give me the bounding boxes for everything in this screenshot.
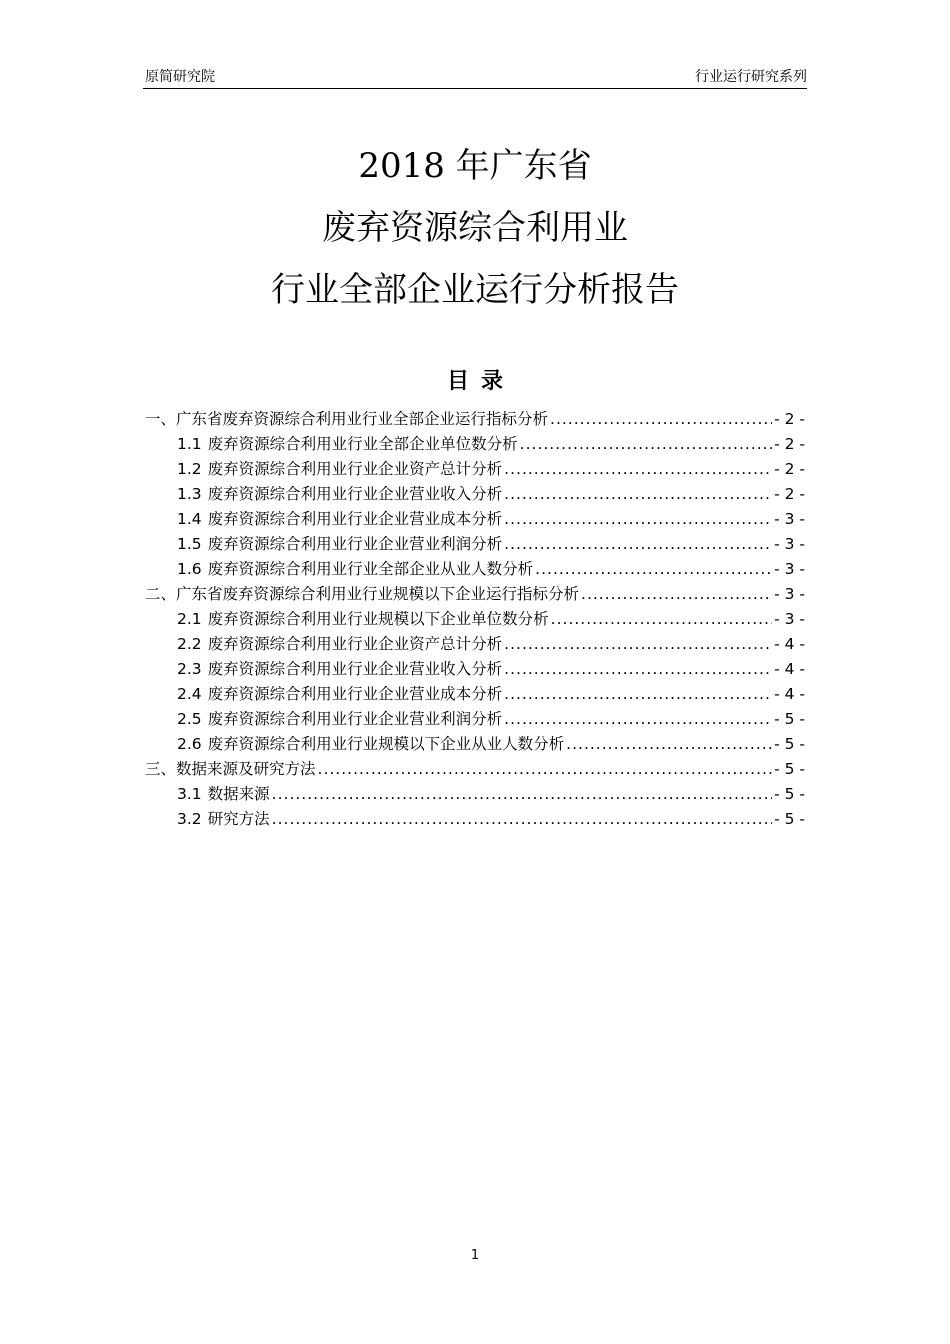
toc-entry-text: 废弃资源综合利用业行业企业营业利润分析 xyxy=(207,535,503,553)
toc-entry-text: 废弃资源综合利用业行业规模以下企业单位数分析 xyxy=(207,610,549,628)
toc-entry[interactable] xyxy=(145,482,805,507)
toc-entry-text: 一、广东省废弃资源综合利用业行业全部企业运行指标分析 xyxy=(145,410,549,428)
toc-leader-dots xyxy=(566,732,772,757)
title-line-3: 行业全部企业运行分析报告 xyxy=(271,270,679,310)
toc-entry-text: 废弃资源综合利用业行业企业营业收入分析 xyxy=(207,660,503,678)
toc-entry-text: 三、数据来源及研究方法 xyxy=(145,760,316,778)
toc-entry-page: - 5 - xyxy=(774,710,805,728)
toc-entry[interactable] xyxy=(145,807,805,832)
toc-entry-page: - 5 - xyxy=(774,760,805,778)
toc-entry-page: - 3 - xyxy=(774,610,805,628)
toc-entry-number: 2.3 xyxy=(177,660,202,678)
toc-entry[interactable] xyxy=(145,682,805,707)
toc-entry-number: 2.4 xyxy=(177,685,202,703)
toc-leader-dots xyxy=(504,682,772,707)
toc-heading: 目录 xyxy=(446,369,515,394)
toc-entry-page: - 2 - xyxy=(774,410,805,428)
toc-entry-text: 废弃资源综合利用业行业企业营业利润分析 xyxy=(207,710,503,728)
toc-leader-dots xyxy=(551,607,772,632)
toc-entry-page: - 2 - xyxy=(774,485,805,503)
toc-entry[interactable] xyxy=(145,607,805,632)
toc-leader-dots xyxy=(520,432,772,457)
toc-entry-page: - 2 - xyxy=(774,435,805,453)
toc-entry-text: 废弃资源综合利用业行业全部企业从业人数分析 xyxy=(207,560,534,578)
toc-entry-page: - 3 - xyxy=(774,560,805,578)
toc-entry-page: - 4 - xyxy=(774,660,805,678)
toc-entry[interactable] xyxy=(145,657,805,682)
toc-entry-number: 3.2 xyxy=(177,810,202,828)
toc-entry-page: - 5 - xyxy=(774,785,805,803)
toc-entry[interactable] xyxy=(145,732,805,757)
toc-leader-dots xyxy=(318,757,773,782)
toc-leader-dots xyxy=(504,457,772,482)
toc-entry-text: 废弃资源综合利用业行业企业营业收入分析 xyxy=(207,485,503,503)
toc-entry[interactable] xyxy=(145,582,805,607)
toc-entry-number: 2.6 xyxy=(177,735,202,753)
toc-leader-dots xyxy=(504,507,772,532)
toc-entry[interactable] xyxy=(145,707,805,732)
toc-entry-page: - 2 - xyxy=(774,460,805,478)
toc-entry[interactable] xyxy=(145,532,805,557)
toc-leader-dots xyxy=(535,557,772,582)
toc-leader-dots xyxy=(550,407,772,432)
title-line-1: 2018 年广东省 xyxy=(358,146,592,186)
toc-entry[interactable] xyxy=(145,557,805,582)
toc-entry[interactable] xyxy=(145,757,805,782)
toc-entry-number: 2.5 xyxy=(177,710,202,728)
toc-entry-text: 数据来源 xyxy=(207,785,270,803)
toc-entry-number: 2.1 xyxy=(177,610,202,628)
toc-leader-dots xyxy=(504,532,772,557)
toc-leader-dots xyxy=(581,582,772,607)
toc-leader-dots xyxy=(272,807,772,832)
header-divider xyxy=(143,88,807,89)
toc-leader-dots xyxy=(504,707,772,732)
page-number: 1 xyxy=(470,1248,480,1263)
table-of-contents xyxy=(145,407,805,832)
toc-entry-text: 研究方法 xyxy=(207,810,270,828)
toc-entry[interactable] xyxy=(145,632,805,657)
toc-entry-text: 废弃资源综合利用业行业企业资产总计分析 xyxy=(207,460,503,478)
toc-entry-text: 废弃资源综合利用业行业企业资产总计分析 xyxy=(207,635,503,653)
toc-entry-number: 1.6 xyxy=(177,560,202,578)
toc-entry-number: 1.4 xyxy=(177,510,202,528)
header-organization: 原简研究院 xyxy=(145,69,215,85)
toc-leader-dots xyxy=(504,657,772,682)
toc-entry-page: - 4 - xyxy=(774,685,805,703)
toc-entry-text: 废弃资源综合利用业行业全部企业单位数分析 xyxy=(207,435,518,453)
toc-entry[interactable] xyxy=(145,432,805,457)
toc-entry-page: - 3 - xyxy=(774,535,805,553)
toc-entry[interactable] xyxy=(145,457,805,482)
toc-entry-text: 废弃资源综合利用业行业规模以下企业从业人数分析 xyxy=(207,735,565,753)
toc-entry-number: 1.5 xyxy=(177,535,202,553)
toc-entry-text: 二、广东省废弃资源综合利用业行业规模以下企业运行指标分析 xyxy=(145,585,580,603)
toc-entry-number: 1.2 xyxy=(177,460,202,478)
toc-entry-text: 废弃资源综合利用业行业企业营业成本分析 xyxy=(207,510,503,528)
toc-leader-dots xyxy=(504,482,772,507)
toc-leader-dots xyxy=(504,632,772,657)
toc-entry-page: - 5 - xyxy=(774,810,805,828)
toc-entry-number: 1.3 xyxy=(177,485,202,503)
toc-entry-text: 废弃资源综合利用业行业企业营业成本分析 xyxy=(207,685,503,703)
toc-entry[interactable] xyxy=(145,507,805,532)
toc-entry-number: 1.1 xyxy=(177,435,202,453)
toc-entry[interactable] xyxy=(145,407,805,432)
title-line-2: 废弃资源综合利用业 xyxy=(322,208,628,248)
toc-entry-page: - 3 - xyxy=(774,510,805,528)
toc-entry-number: 3.1 xyxy=(177,785,202,803)
toc-entry-page: - 3 - xyxy=(774,585,805,603)
toc-entry-number: 2.2 xyxy=(177,635,202,653)
toc-entry[interactable] xyxy=(145,782,805,807)
header-series: 行业运行研究系列 xyxy=(695,69,807,85)
toc-entry-page: - 5 - xyxy=(774,735,805,753)
toc-entry-page: - 4 - xyxy=(774,635,805,653)
toc-leader-dots xyxy=(272,782,772,807)
